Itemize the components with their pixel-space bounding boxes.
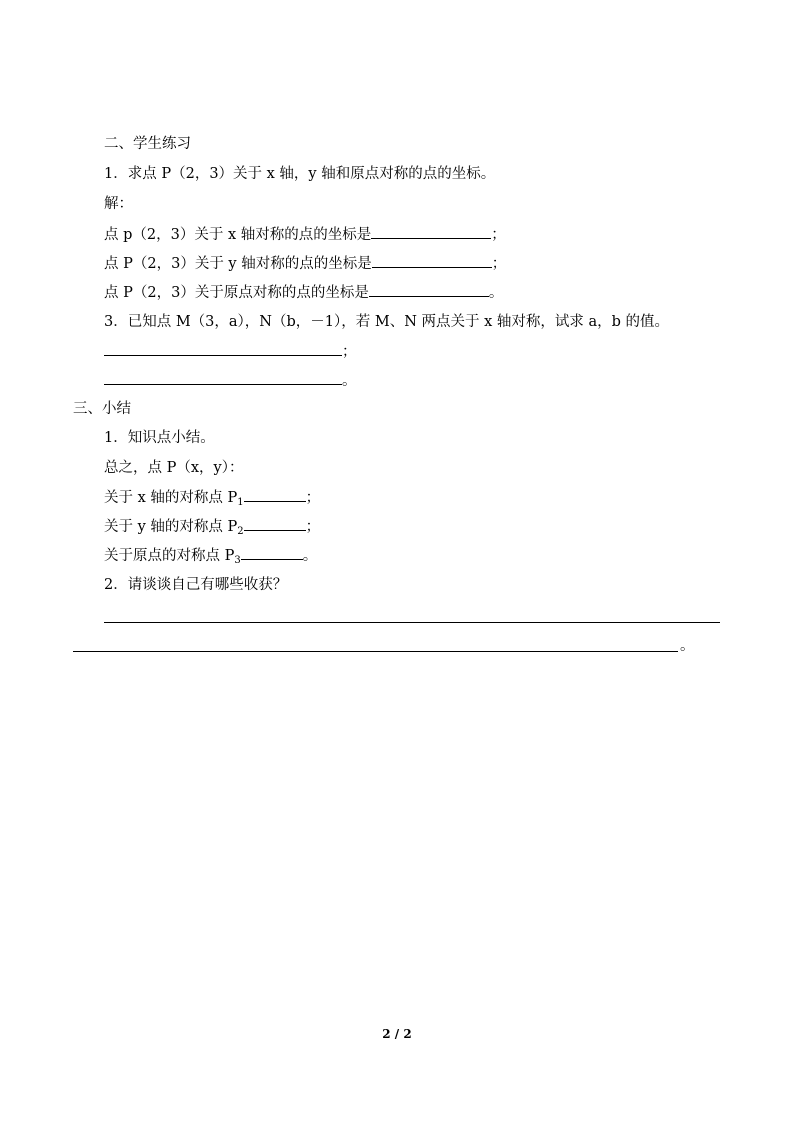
- summary-p1-subscript: 1: [237, 497, 244, 508]
- section-heading-practice: 二、学生练习: [104, 136, 191, 152]
- semicolon: ；: [342, 344, 357, 360]
- summary-item-2: 2．请谈谈自己有哪些收获？: [104, 577, 288, 593]
- answer-blank-p2[interactable]: [244, 516, 306, 531]
- period: 。: [302, 548, 318, 564]
- semicolon: ；: [491, 256, 507, 272]
- answer-blank-x[interactable]: [371, 224, 491, 239]
- answer-line-origin-text: 点 P（2，3）关于原点对称的点的坐标是: [104, 285, 369, 301]
- semicolon: ；: [305, 490, 321, 506]
- summary-p3-subscript: 3: [234, 555, 241, 566]
- reflection-line-2[interactable]: [73, 651, 678, 652]
- question-3: 3．已知点 M（3，a），N（b，－1），若 M、N 两点关于 x 轴对称，试求 a，b 的值。: [104, 314, 670, 330]
- period: 。: [488, 285, 504, 301]
- answer-line-q3-b: [104, 370, 357, 390]
- answer-blank-origin[interactable]: [369, 282, 489, 297]
- reflection-line-1[interactable]: [104, 622, 720, 623]
- reflection-period: 。: [680, 638, 695, 654]
- answer-line-origin: [104, 282, 503, 302]
- page-number: 2 / 2: [382, 1027, 412, 1041]
- summary-p3-label: 关于原点的对称点 P: [104, 548, 235, 564]
- summary-p1-label: 关于 x 轴的对称点 P: [104, 490, 238, 506]
- summary-p2-label: 关于 y 轴的对称点 P: [104, 519, 238, 535]
- summary-p2-subscript: 2: [237, 526, 244, 537]
- answer-line-y-axis: [104, 253, 506, 273]
- answer-blank-q3-b[interactable]: [104, 370, 342, 385]
- summary-p2-line: [104, 516, 320, 536]
- semicolon: ；: [305, 519, 321, 535]
- answer-blank-q3-a[interactable]: [104, 341, 342, 356]
- answer-label: 解：: [104, 196, 133, 212]
- summary-item-1: 1．知识点小结。: [104, 430, 215, 446]
- semicolon: ；: [491, 227, 506, 243]
- answer-line-y-text: 点 P（2，3）关于 y 轴对称的点的坐标是: [104, 256, 372, 272]
- answer-line-x-axis: [104, 224, 506, 244]
- question-1: 1．求点 P（2，3）关于 x 轴，y 轴和原点对称的点的坐标。: [104, 166, 496, 182]
- section-heading-summary: 三、小结: [73, 401, 131, 417]
- answer-line-q3-a: [104, 341, 357, 361]
- summary-intro: 总之，点 P（x，y）：: [104, 460, 244, 476]
- answer-line-x-text: 点 p（2，3）关于 x 轴对称的点的坐标是: [104, 227, 372, 243]
- summary-p3-line: [104, 545, 317, 565]
- summary-p1-line: [104, 487, 320, 507]
- answer-blank-y[interactable]: [372, 253, 492, 268]
- answer-blank-p1[interactable]: [244, 487, 306, 502]
- period: 。: [342, 373, 357, 389]
- answer-blank-p3[interactable]: [241, 545, 303, 560]
